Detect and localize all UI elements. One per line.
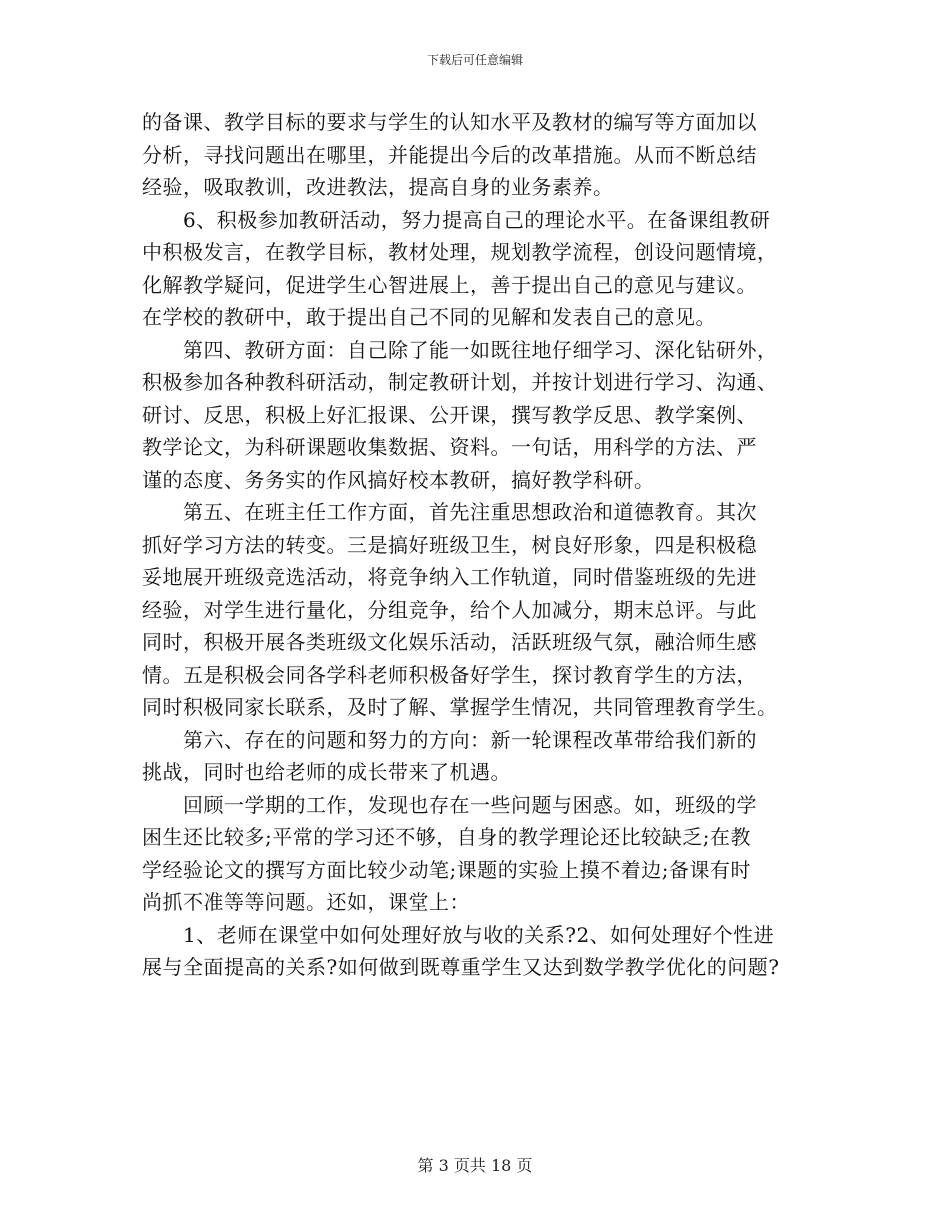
text-line: 在学校的教研中，敢于提出自己不同的见解和发表自己的意见。 (142, 305, 716, 329)
text-line: 情。五是积极会同各学科老师积极备好学生，探讨教育学生的方法， (142, 662, 757, 687)
text-line: 分析，寻找问题出在哪里，并能提出今后的改革措施。从而不断总结 (142, 142, 757, 167)
text-line: 第四、教研方面：自己除了能一如既往地仔细学习、深化钻研外， (142, 337, 778, 362)
text-line: 展与全面提高的关系?如何做到既尊重学生又达到数学教学优化的问题? (142, 955, 780, 979)
text-line: 中积极发言，在教学目标，教材处理，规划教学流程，创设问题情境， (142, 240, 778, 264)
page-header: 下载后可任意编辑 (426, 53, 523, 67)
text-line: 积极参加各种教科研活动，制定教研计划，并按计划进行学习、沟通、 (142, 370, 778, 394)
text-line: 第六、存在的问题和努力的方向：新一轮课程改革带给我们新的 (142, 727, 757, 752)
text-line: 化解教学疑问，促进学生心智进展上，善于提出自己的意见与建议。 (142, 272, 757, 297)
text-line: 学经验论文的撰写方面比较少动笔;课题的实验上摸不着边;备课有时 (142, 857, 751, 882)
text-line: 教学论文，为科研课题收集数据、资料。一句话，用科学的方法、严 (142, 435, 757, 459)
text-line: 6、积极参加教研活动，努力提高自己的理论水平。在备课组教研 (142, 207, 771, 232)
text-line: 同时，积极开展各类班级文化娱乐活动，活跃班级气氛，融洽师生感 (142, 630, 757, 654)
text-line: 尚抓不准等等问题。还如，课堂上： (142, 890, 470, 914)
text-line: 的备课、教学目标的要求与学生的认知水平及教材的编写等方面加以 (142, 110, 757, 134)
text-line: 挑战，同时也给老师的成长带来了机遇。 (142, 760, 511, 784)
text-line: 困生还比较多;平常的学习还不够，自身的教学理论还比较缺乏;在教 (142, 825, 751, 849)
text-line: 谨的态度、务务实的作风搞好校本教研，搞好教学科研。 (142, 467, 655, 492)
text-line: 1、老师在课堂中如何处理好放与收的关系?2、如何处理好个性进 (142, 922, 775, 947)
text-line: 抓好学习方法的转变。三是搞好班级卫生，树良好形象，四是积极稳 (142, 532, 757, 557)
text-line: 研讨、反思，积极上好汇报课、公开课，撰写教学反思、教学案例、 (142, 402, 757, 427)
text-line: 回顾一学期的工作，发现也存在一些问题与困惑。如，班级的学 (142, 792, 757, 817)
text-line: 第五、在班主任工作方面，首先注重思想政治和道德教育。其次 (142, 500, 757, 524)
text-line: 同时积极同家长联系，及时了解、掌握学生情况，共同管理教育学生。 (142, 695, 778, 719)
text-line: 经验，对学生进行量化，分组竞争，给个人加减分，期末总评。与此 (142, 597, 757, 622)
text-line: 妥地展开班级竞选活动，将竞争纳入工作轨道，同时借鉴班级的先进 (142, 565, 757, 589)
document-body (142, 106, 822, 984)
page-number: 第 3 页共 18 页 (417, 1156, 533, 1175)
text-line: 经验，吸取教训，改进教法，提高自身的业务素养。 (142, 175, 614, 199)
